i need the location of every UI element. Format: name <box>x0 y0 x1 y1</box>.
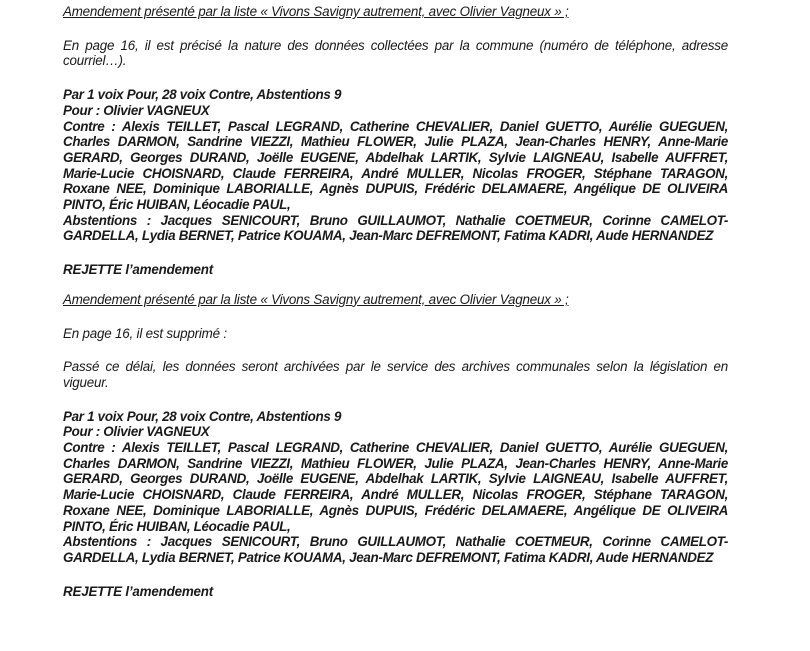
amendment-1 <box>63 4 728 278</box>
vote-contre: Contre : Alexis TEILLET, Pascal LEGRAND, Catherine CHEVALIER, Daniel GUETTO, Aurélie GUEGUEN, Charles DARMON, Sandrine VIEZZI, Mathieu FLOWER, Julie PLAZA, Jean-Charles HENRY, Anne-Marie GERARD, Georges DURAND, Joëlle EUGENE, Abdelhak LARTIK, Sylvie LAIGNEAU, Isabelle AUFFRET, Marie-Lucie CHOISNARD, Claude FERREIRA, André MULLER, Nicolas FROGER, Stéphane TARAGON, Roxane NEE, Dominique LABORIALLE, Agnès DUPUIS, Frédéric DELAMAERE, Angélique DE OLIVEIRA PINTO, Éric HUIBAN, Léocadie PAUL, <box>63 440 728 534</box>
amendment-text: En page 16, il est supprimé : <box>63 325 227 341</box>
vote-result: REJETTE l’amendement <box>63 262 214 278</box>
amendment-heading: Amendement présenté par la liste « Vivons Savigny autrement, avec Olivier Vagneux » ; <box>63 4 569 19</box>
vote-pour: Pour : Olivier VAGNEUX <box>63 102 210 118</box>
vote-result: REJETTE l’amendement <box>63 583 214 599</box>
vote-block <box>63 87 728 244</box>
vote-abstentions: Abstentions : Jacques SENICOURT, Bruno GUILLAUMOT, Nathalie COETMEUR, Corinne CAMELOT-GARDELLA, Lydia BERNET, Patrice KOUAMA, Jean-Marc DEFREMONT, Fatima KADRI, Aude HERNANDEZ <box>63 534 728 565</box>
amendment-2 <box>63 292 728 600</box>
amendment-text: En page 16, il est précisé la nature des données collectées par la commune (numéro de téléphone, adresse courriel…). <box>63 37 728 69</box>
amendment-heading: Amendement présenté par la liste « Vivons Savigny autrement, avec Olivier Vagneux » ; <box>63 291 569 307</box>
vote-contre: Contre : Alexis TEILLET, Pascal LEGRAND, Catherine CHEVALIER, Daniel GUETTO, Aurélie GUEGUEN, Charles DARMON, Sandrine VIEZZI, Mathieu FLOWER, Julie PLAZA, Jean-Charles HENRY, Anne-Marie GERARD, Georges DURAND, Joëlle EUGENE, Abdelhak LARTIK, Sylvie LAIGNEAU, Isabelle AUFFRET, Marie-Lucie CHOISNARD, Claude FERREIRA, André MULLER, Nicolas FROGER, Stéphane TARAGON, Roxane NEE, Dominique LABORIALLE, Agnès DUPUIS, Frédéric DELAMAERE, Angélique DE OLIVEIRA PINTO, Éric HUIBAN, Léocadie PAUL, <box>63 118 728 213</box>
vote-summary: Par 1 voix Pour, 28 voix Contre, Abstentions 9 <box>63 87 342 103</box>
vote-abstentions: Abstentions : Jacques SENICOURT, Bruno GUILLAUMOT, Nathalie COETMEUR, Corinne CAMELOT-GARDELLA, Lydia BERNET, Patrice KOUAMA, Jean-Marc DEFREMONT, Fatima KADRI, Aude HERNANDEZ <box>63 212 728 244</box>
document-page <box>63 4 728 613</box>
vote-pour: Pour : Olivier VAGNEUX <box>63 424 210 440</box>
vote-summary: Par 1 voix Pour, 28 voix Contre, Abstentions 9 <box>63 408 342 424</box>
vote-block <box>63 409 728 566</box>
amendment-quoted-text: Passé ce délai, les données seront archivées par le service des archives communales selon la législation en vigueur. <box>63 359 728 390</box>
